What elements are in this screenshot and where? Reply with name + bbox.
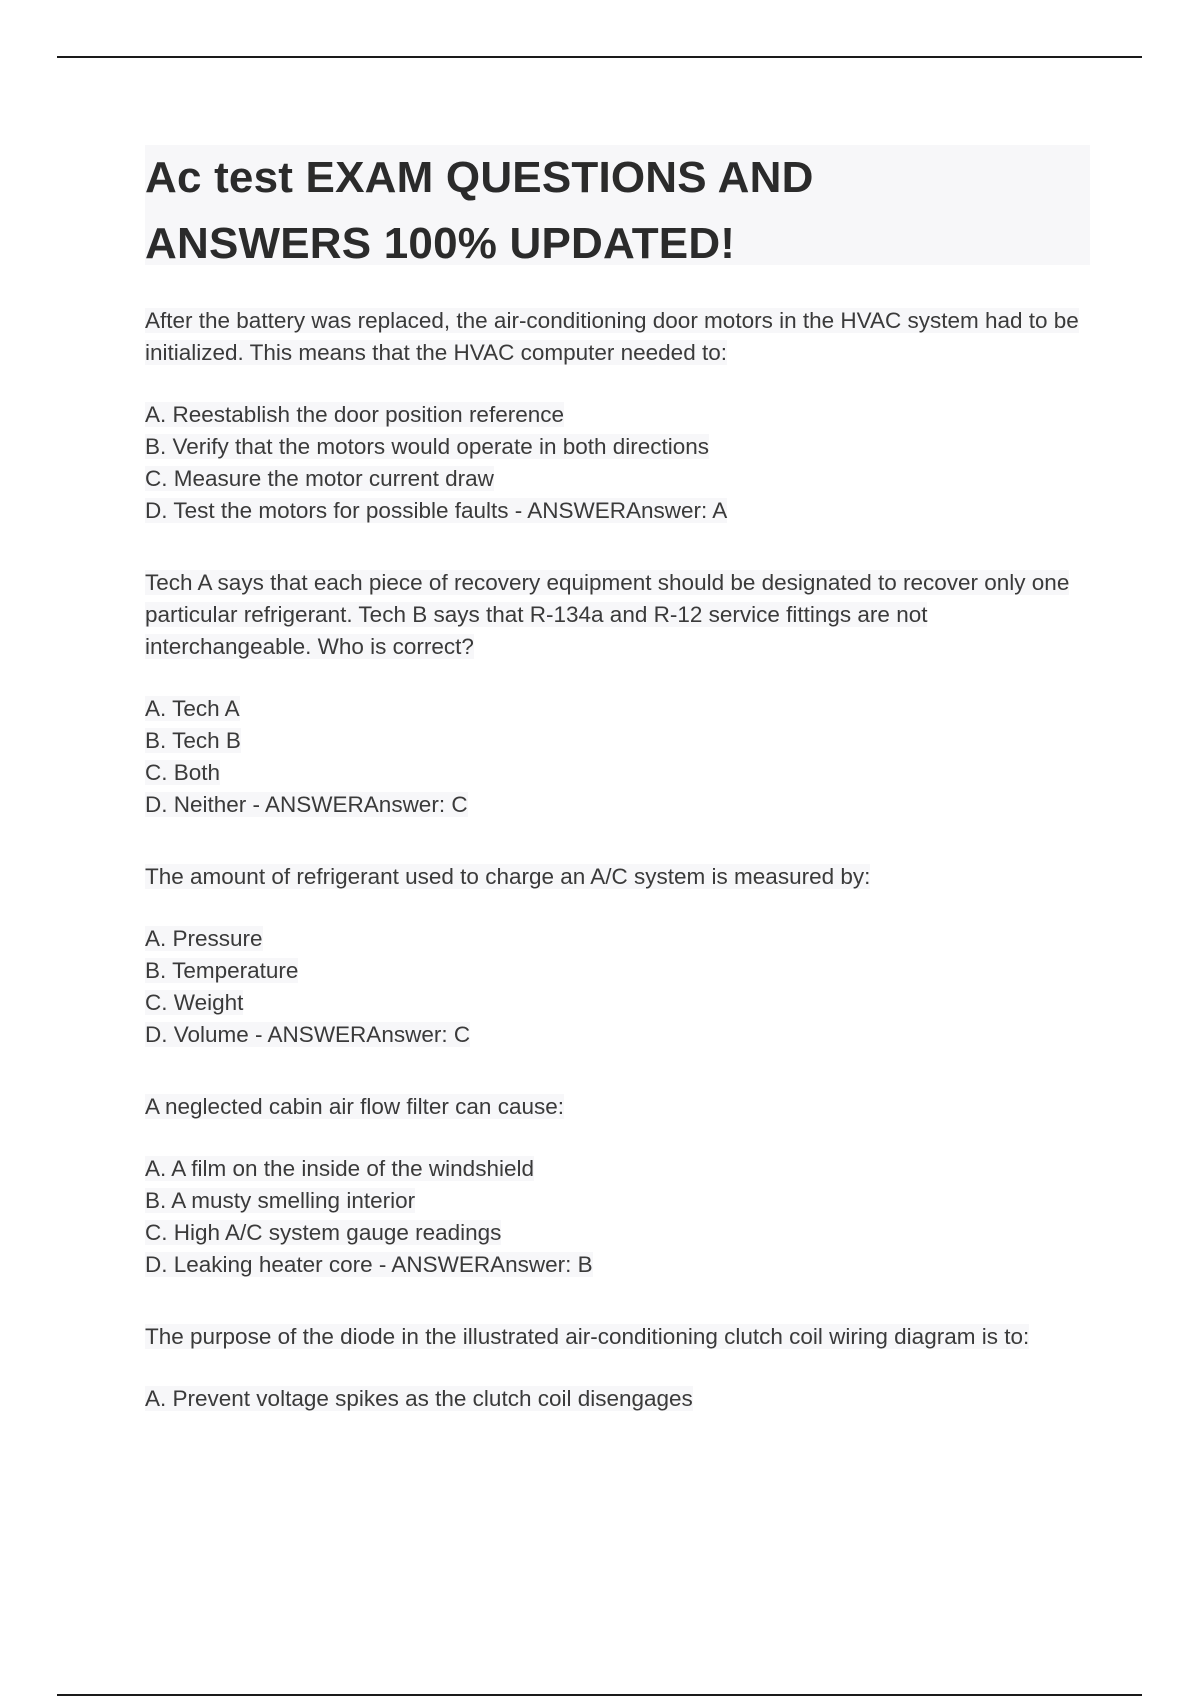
option-d-with-answer: D. Test the motors for possible faults - ANSWERAnswer: A xyxy=(145,498,728,523)
question-2 xyxy=(145,567,1090,821)
page-title xyxy=(145,145,1090,277)
option-b: B. A musty smelling interior xyxy=(145,1188,416,1213)
title-line-1: Ac test EXAM QUESTIONS AND xyxy=(145,153,814,202)
question-3 xyxy=(145,861,1090,1051)
option-c: C. High A/C system gauge readings xyxy=(145,1220,502,1245)
option-d-with-answer: D. Volume - ANSWERAnswer: C xyxy=(145,1022,471,1047)
answer-options xyxy=(145,1383,1090,1415)
question-prompt xyxy=(145,1321,1090,1353)
question-4 xyxy=(145,1091,1090,1281)
option-a: A. Tech A xyxy=(145,696,240,721)
option-a: A. Pressure xyxy=(145,926,263,951)
question-2-prompt-text: Tech A says that each piece of recovery equipment should be designated to recover only one particular refrigerant. Tech B says that R-134a and R-12 service fittings are not interchangeable. Who is correct? xyxy=(145,570,1070,659)
answer-options xyxy=(145,1153,1090,1281)
question-3-prompt-text: The amount of refrigerant used to charge an A/C system is measured by: xyxy=(145,864,871,889)
question-prompt xyxy=(145,1091,1090,1123)
question-5 xyxy=(145,1321,1090,1415)
option-d-with-answer: D. Leaking heater core - ANSWERAnswer: B xyxy=(145,1252,593,1277)
option-c: C. Both xyxy=(145,760,221,785)
question-prompt xyxy=(145,567,1090,663)
answer-options xyxy=(145,923,1090,1051)
option-b: B. Tech B xyxy=(145,728,241,753)
option-b: B. Temperature xyxy=(145,958,299,983)
question-prompt xyxy=(145,861,1090,893)
page-top-rule xyxy=(57,56,1142,58)
option-a: A. Prevent voltage spikes as the clutch coil disengages xyxy=(145,1386,693,1411)
question-1 xyxy=(145,305,1090,527)
answer-options xyxy=(145,693,1090,821)
document-body xyxy=(145,145,1090,1415)
question-5-prompt-text: The purpose of the diode in the illustrated air-conditioning clutch coil wiring diagram is to: xyxy=(145,1324,1030,1349)
title-block xyxy=(145,145,1090,268)
title-line-2: ANSWERS 100% UPDATED! xyxy=(145,219,736,268)
question-4-prompt-text: A neglected cabin air flow filter can cause: xyxy=(145,1094,564,1119)
answer-options xyxy=(145,399,1090,527)
option-a: A. Reestablish the door position reference xyxy=(145,402,564,427)
question-prompt xyxy=(145,305,1090,369)
option-b: B. Verify that the motors would operate in both directions xyxy=(145,434,710,459)
option-c: C. Measure the motor current draw xyxy=(145,466,494,491)
question-1-prompt-text: After the battery was replaced, the air-conditioning door motors in the HVAC system had to be initialized. This means that the HVAC computer needed to: xyxy=(145,308,1079,365)
option-c: C. Weight xyxy=(145,990,244,1015)
page-bottom-rule xyxy=(57,1694,1142,1696)
option-d-with-answer: D. Neither - ANSWERAnswer: C xyxy=(145,792,468,817)
option-a: A. A film on the inside of the windshield xyxy=(145,1156,534,1181)
